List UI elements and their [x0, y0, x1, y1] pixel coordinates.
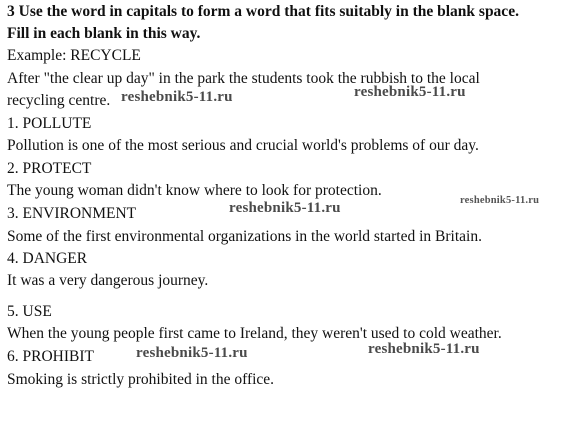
item-1-sentence: Pollution is one of the most serious and crucial world's problems of our day.	[7, 137, 479, 154]
item-4-prompt: 4. DANGER	[7, 250, 88, 267]
item-1-prompt: 1. POLLUTE	[7, 115, 92, 132]
item-2-prompt: 2. PROTECT	[7, 160, 92, 177]
item-5-sentence: When the young people first came to Ireland, they weren't used to cold weather.	[7, 325, 502, 342]
instruction-line-1: 3 Use the word in capitals to form a word that fits suitably in the blank space.	[7, 3, 519, 20]
example-label: Example: RECYCLE	[7, 47, 141, 64]
watermark: reshebnik5-11.ru	[354, 84, 466, 100]
item-2-sentence: The young woman didn't know where to look for protection.	[7, 182, 382, 199]
item-3-prompt: 3. ENVIRONMENT	[7, 205, 137, 222]
example-sentence-line-1: After "the clear up day" in the park the students took the rubbish to the local	[7, 70, 480, 87]
item-6-sentence: Smoking is strictly prohibited in the office.	[7, 371, 275, 388]
watermark: reshebnik5-11.ru	[229, 200, 341, 216]
instruction-line-2: Fill in each blank in this way.	[7, 25, 201, 42]
item-5-prompt: 5. USE	[7, 303, 52, 320]
item-4-sentence: It was a very dangerous journey.	[7, 272, 209, 289]
item-6-prompt: 6. PROHIBIT	[7, 348, 94, 365]
watermark: reshebnik5-11.ru	[136, 345, 248, 361]
item-3-sentence: Some of the first environmental organizations in the world started in Britain.	[7, 228, 482, 245]
watermark: reshebnik5-11.ru	[460, 195, 540, 206]
watermark: reshebnik5-11.ru	[368, 341, 480, 357]
example-sentence-line-2: recycling centre.	[7, 92, 111, 109]
watermark: reshebnik5-11.ru	[121, 89, 233, 105]
